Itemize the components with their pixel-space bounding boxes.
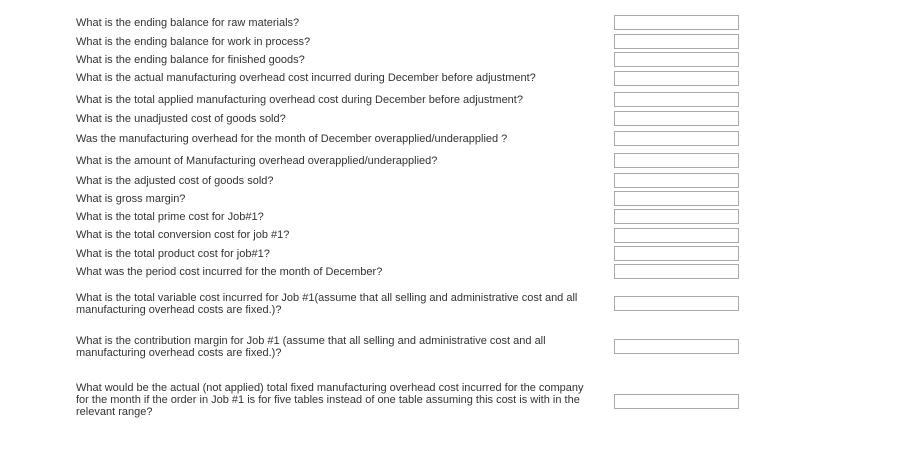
question-text: What is the ending balance for work in process? [76, 36, 311, 48]
question-text: What is the unadjusted cost of goods sold? [76, 113, 286, 125]
question-text: What is the amount of Manufacturing overhead overapplied/underapplied? [76, 155, 438, 167]
question-text: What is the adjusted cost of goods sold? [76, 175, 274, 187]
question-text: What is the actual manufacturing overhead cost incurred during December before adjustment? [76, 72, 536, 84]
answer-input[interactable] [614, 394, 739, 409]
answer-input[interactable] [614, 92, 739, 107]
answer-input[interactable] [614, 131, 739, 146]
answer-input[interactable] [614, 15, 739, 30]
answer-input[interactable] [614, 52, 739, 67]
answer-input[interactable] [614, 34, 739, 49]
question-text: What was the period cost incurred for the month of December? [76, 266, 383, 278]
answer-input[interactable] [614, 111, 739, 126]
question-text: Was the manufacturing overhead for the month of December overapplied/underapplied ? [76, 133, 508, 145]
answer-input[interactable] [614, 173, 739, 188]
question-text: What would be the actual (not applied) total fixed manufacturing overhead cost incurred for the company for the month if the order in Job #1 is for five tables instead of one table assuming this cost is with in the relevant range? [76, 382, 584, 418]
question-text: What is the contribution margin for Job #1 (assume that all selling and administrative cost and all manufacturing overhead costs are fixed.)? [76, 335, 546, 359]
answer-input[interactable] [614, 71, 739, 86]
question-text: What is the ending balance for raw materials? [76, 17, 300, 29]
answer-input[interactable] [614, 246, 739, 261]
answer-input[interactable] [614, 339, 739, 354]
answer-input[interactable] [614, 228, 739, 243]
question-text: What is the total product cost for job#1? [76, 248, 270, 260]
answer-input[interactable] [614, 264, 739, 279]
answer-input[interactable] [614, 209, 739, 224]
question-text: What is the total conversion cost for job #1? [76, 229, 290, 241]
question-text: What is the total prime cost for Job#1? [76, 211, 264, 223]
question-text: What is the ending balance for finished goods? [76, 54, 305, 66]
answer-input[interactable] [614, 153, 739, 168]
answer-input[interactable] [614, 191, 739, 206]
answer-input[interactable] [614, 296, 739, 311]
question-text: What is gross margin? [76, 193, 186, 205]
question-text: What is the total variable cost incurred for Job #1(assume that all selling and administrative cost and all manufacturing overhead costs are fixed.)? [76, 292, 578, 316]
question-text: What is the total applied manufacturing overhead cost during December before adjustment? [76, 94, 523, 106]
